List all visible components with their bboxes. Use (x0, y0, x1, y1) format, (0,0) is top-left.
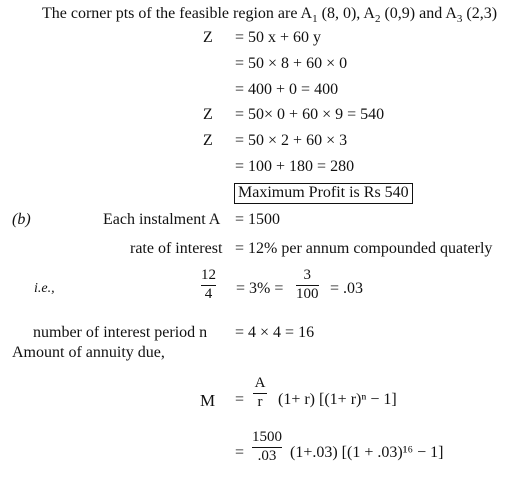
max-profit-box: Maximum Profit is Rs 540 (234, 183, 413, 204)
equals-sign: = (235, 391, 245, 408)
z-calc-line: = 50× 0 + 60 × 9 = 540 (235, 106, 385, 123)
corner-points-text: The corner pts of the feasible region are $A_1$ (8, 0), $A_2$ (0,9) and $A_3$ (2,3) (42, 5, 498, 26)
decimal-rate: = .03 (330, 280, 364, 297)
annuity-substituted: (1+.03) [(1 + .03)¹⁶ − 1] (290, 444, 444, 461)
periods-value: = 4 × 4 = 16 (235, 324, 315, 341)
fraction-1500-over-03: 1500 .03 (252, 429, 282, 465)
z-label: Z (203, 29, 213, 46)
annuity-label: Amount of annuity due, (12, 344, 165, 361)
z-calc-line: = 50 × 8 + 60 × 0 (235, 55, 348, 72)
z-objective: = 50 x + 60 y (235, 29, 322, 46)
fraction-3-over-100: 3 100 (296, 267, 319, 303)
ie-label: i.e., (34, 281, 55, 296)
z-calc-line: = 50 × 2 + 60 × 3 (235, 132, 348, 149)
z-calc-line: = 100 + 180 = 280 (235, 158, 355, 175)
fraction-12-over-4: 12 4 (201, 267, 216, 303)
rate-label: rate of interest (130, 240, 223, 257)
periods-label: number of interest period n (33, 324, 208, 341)
equals-sign: = (235, 444, 245, 461)
part-b-label: (b) (12, 211, 31, 228)
z-calc-line: = 400 + 0 = 400 (235, 81, 339, 98)
rate-value: = 12% per annum compounded quaterly (235, 240, 493, 257)
fraction-a-over-r: A r (254, 375, 266, 411)
m-label: M (200, 391, 216, 410)
three-percent: = 3% = (236, 280, 284, 297)
annuity-formula: (1+ r) [(1+ r)ⁿ − 1] (278, 391, 397, 408)
instalment-value: = 1500 (235, 211, 281, 228)
instalment-label: Each instalment A (103, 211, 221, 228)
z-label: Z (203, 132, 213, 149)
z-label: Z (203, 106, 213, 123)
